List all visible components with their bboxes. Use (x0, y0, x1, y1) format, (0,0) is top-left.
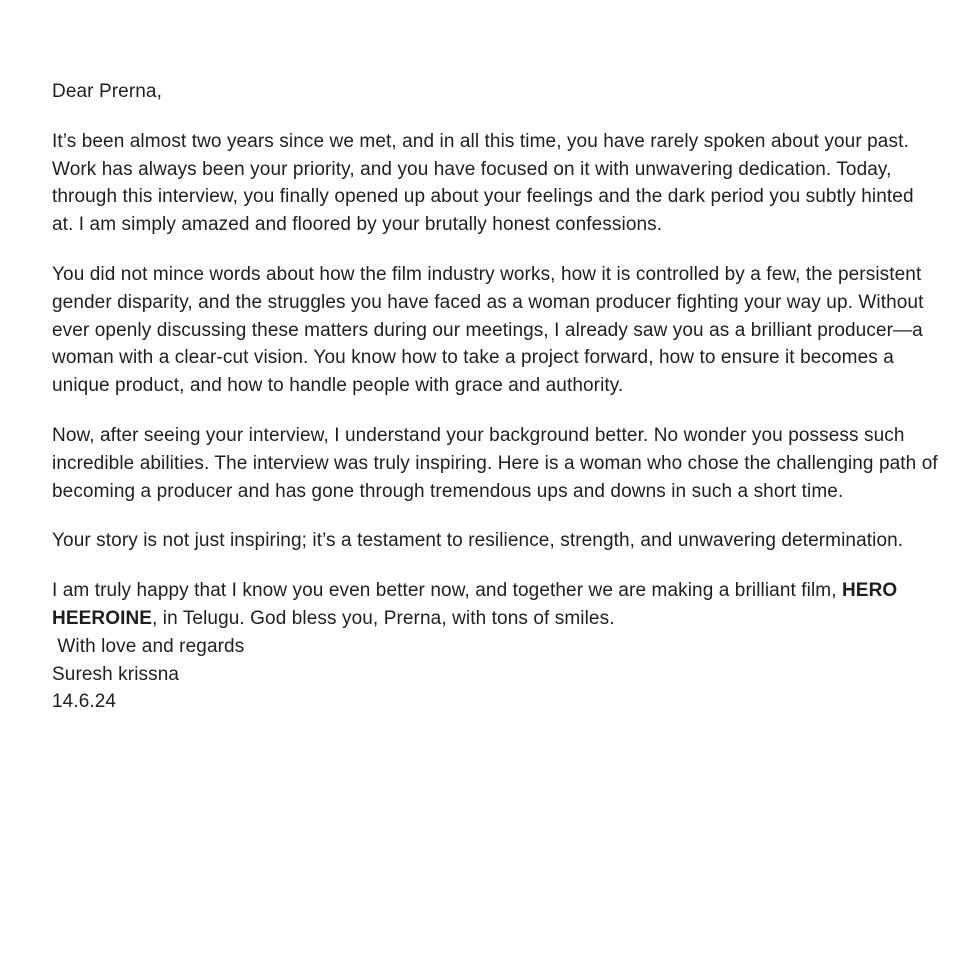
film-title: HERO HEEROINE (52, 580, 898, 629)
final-paragraph-text-after: , in Telugu. God bless you, Prerna, with tons of smiles. (152, 607, 615, 629)
paragraph-final (52, 577, 940, 633)
paragraph-story: Your story is not just inspiring; it’s a testament to resilience, strength, and unwavering determination. (52, 530, 904, 552)
signature-name: Suresh krissna (52, 663, 180, 685)
paragraph-intro: It’s been almost two years since we met, and in all this time, you have rarely spoken about your past. Work has always been your priority, and you have focused on it with unwavering dedication. Today, through this interview, you finally opened up about your feelings and the dark period you subtly hinted at. I am simply amazed and floored by your brutally honest confessions. (52, 130, 914, 236)
paragraph-film-industry: You did not mince words about how the film industry works, how it is controlled by a few, the persistent gender disparity, and the struggles you have faced as a woman producer fighting your way up. Without ever openly discussing these matters during our meetings, I already saw you as a brilliant producer—a woman with a clear-cut vision. You know how to take a project forward, how to ensure it becomes a unique product, and how to handle people with grace and authority. (52, 263, 924, 397)
closing-line: With love and regards (52, 635, 245, 657)
paragraph-interview: Now, after seeing your interview, I understand your background better. No wonder you possess such incredible abilities. The interview was truly inspiring. Here is a woman who chose the challenging path of becoming a producer and has gone through tremendous ups and downs in such a short time. (52, 424, 938, 502)
final-paragraph-text-before: I am truly happy that I know you even better now, and together we are making a brilliant film, (52, 580, 842, 602)
date-line: 14.6.24 (52, 691, 117, 713)
salutation: Dear Prerna, (52, 81, 162, 102)
